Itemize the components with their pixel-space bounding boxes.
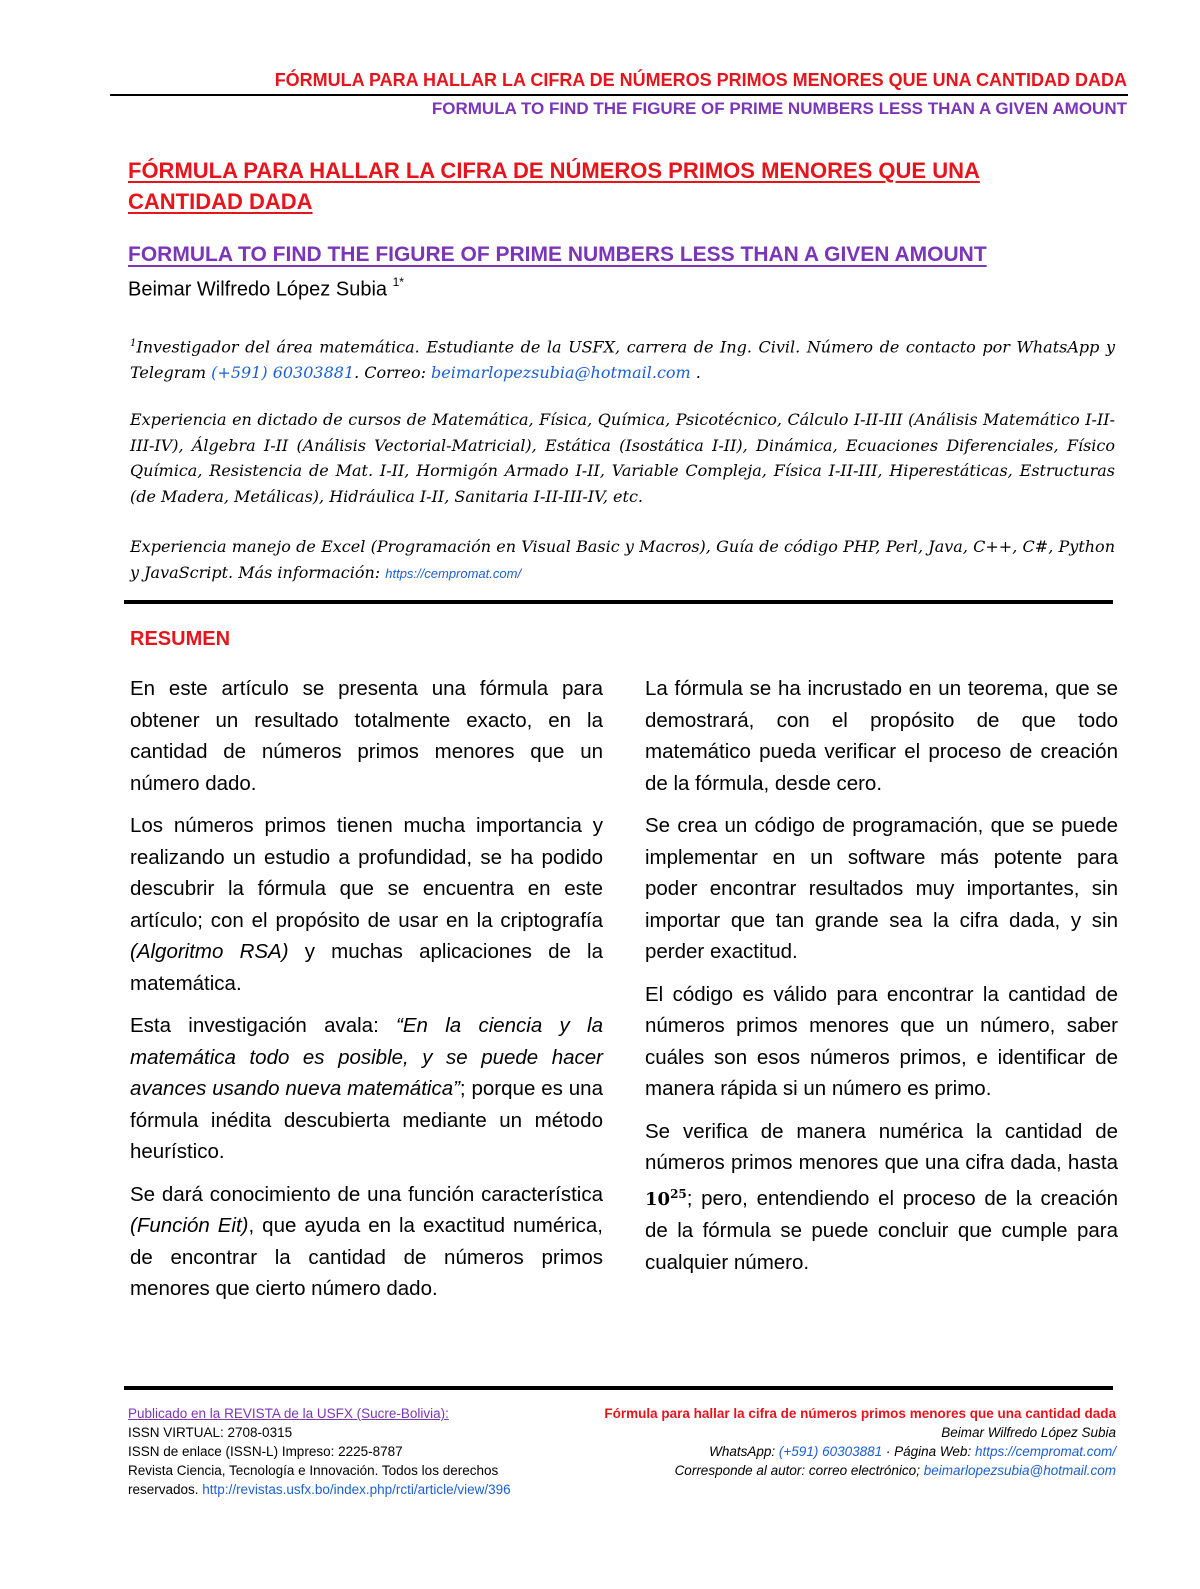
author-line [128, 277, 404, 302]
footer-email-line [596, 1461, 1116, 1480]
affiliation-text: Investigador del área matemática. Estudiante de la USFX, carrera de Ing. Civil. Número de contacto por WhatsApp y Telegram [130, 337, 1115, 382]
rsa-reference: (Algoritmo RSA) [130, 940, 289, 963]
text-run: ; pero, entendiendo el proceso de la creación de la fórmula se puede concluir que cumple para cualquier número. [645, 1186, 1118, 1274]
power-exponent: 25 [670, 1186, 687, 1201]
abstract-left-column [130, 673, 603, 1316]
footer-rule [124, 1386, 1113, 1390]
text-run: Esta investigación avala: [130, 1014, 397, 1037]
resumen-heading: RESUMEN [130, 628, 231, 650]
footer-web-link[interactable]: https://cempromat.com/ [974, 1444, 1116, 1459]
paper-title-en: FORMULA TO FIND THE FIGURE OF PRIME NUMBERS LESS THAN A GIVEN AMOUNT [128, 243, 987, 266]
rights-text: Revista Ciencia, Tecnología e Innovación. Todos los derechos reservados. [128, 1463, 499, 1497]
rights-line [128, 1461, 568, 1499]
quote: “En la ciencia y la matemática todo es posible, y se puede hacer avances usando nueva matemática” [130, 1014, 603, 1100]
footer-email-link[interactable]: beimarlopezsubia@hotmail.com [923, 1463, 1116, 1478]
abstract-paragraph [645, 1116, 1118, 1279]
footer-author: Beimar Wilfredo López Subia [941, 1425, 1116, 1440]
footer-whatsapp-link[interactable]: (+591) 60303881 [778, 1444, 883, 1459]
web-label: · Página Web: [882, 1444, 975, 1459]
text-run: Se dará conocimiento de una función característica [130, 1182, 603, 1206]
author-name: Beimar Wilfredo López Subia [128, 278, 388, 301]
whatsapp-label: WhatsApp: [709, 1444, 779, 1459]
text-run: ; porque es una fórmula inédita descubierta mediante un método heurístico. [130, 1077, 603, 1163]
experience-excel-text: Experiencia manejo de Excel (Programación en Visual Basic y Macros), Guía de código PHP, Perl, Java, C++, C#, Python y JavaScript. Más información: [130, 537, 1115, 582]
header-divider [110, 94, 1128, 96]
website-link[interactable]: https://cempromat.com/ [385, 565, 522, 581]
footer-title: Fórmula para hallar la cifra de números primos menores que una cantidad dada [604, 1406, 1116, 1421]
author-mark: 1* [392, 275, 404, 289]
abstract-paragraph [130, 810, 603, 999]
paper-title-es [128, 155, 1088, 217]
abstract-paragraph [130, 1010, 603, 1168]
experience-excel [130, 534, 1115, 586]
abstract-right-column [645, 673, 1118, 1289]
abstract-paragraph [130, 1179, 603, 1305]
running-header-title-en: FORMULA TO FIND THE FIGURE OF PRIME NUMBERS LESS THAN A GIVEN AMOUNT [431, 99, 1127, 118]
experience-courses: Experiencia en dictado de cursos de Matemática, Física, Química, Psicotécnico, Cálculo I-II-III (Análisis Matemático I-II-III-IV), Álgebra I-II (Análisis Vectorial-Matricial), Estática (Isostática I-II), Dinámica, Ecuaciones Diferenciales, Físico Química, Resistencia de Mat. I-II, Hormigón Armado I-II, Variable Compleja, Física I-II-III, Hiperestáticas, Estructuras (de Madera, Metálicas), Hidráulica I-II, Sanitaria I-II-III-IV, etc. [130, 410, 1115, 506]
email-link[interactable]: beimarlopezsubia@hotmail.com [431, 362, 691, 382]
affiliation-end: . [690, 362, 701, 382]
article-url-link[interactable]: http://revistas.usfx.bo/index.php/rcti/article/view/396 [202, 1482, 511, 1497]
affiliation-mark: 1 [130, 338, 137, 349]
abstract-paragraph: El código es válido para encontrar la cantidad de números primos menores que un número, saber cuáles son esos números primos, e identificar de manera rápida si un número es primo. [645, 982, 1118, 1100]
issn-l: ISSN de enlace (ISSN-L) Impreso: 2225-8787 [128, 1444, 403, 1459]
footer-left [128, 1404, 568, 1499]
abstract-paragraph: Se crea un código de programación, que se puede implementar en un software más potente para poder encontrar resultados muy importantes, sin importar que tan grande sea la cifra dada, y sin perder exactitud. [645, 814, 1118, 963]
published-in: Publicado en la REVISTA de la USFX (Sucre-Bolivia): [128, 1406, 449, 1421]
text-run: Los números primos tienen mucha importancia y realizando un estudio a profundidad, se ha podido descubrir la fórmula que se encuentra en este artículo; con el propósito de usar en la criptografía [130, 814, 603, 932]
phone-link[interactable]: (+591) 60303881 [211, 362, 355, 382]
abstract-top-rule [124, 600, 1113, 604]
paper-title-es-line1: FÓRMULA PARA HALLAR LA CIFRA DE NÚMEROS PRIMOS MENORES QUE UNA [128, 158, 980, 183]
footer-contact [596, 1442, 1116, 1461]
power-of-ten [645, 1186, 687, 1210]
email-label: Corresponde al autor: correo electrónico; [674, 1463, 924, 1478]
affiliation [130, 331, 1115, 385]
footer-right [596, 1404, 1116, 1480]
abstract-paragraph: La fórmula se ha incrustado en un teorema, que se demostrará, con el propósito de que todo matemático pueda verificar el proceso de creación de la fórmula, desde cero. [645, 677, 1118, 795]
function-eit: (Función Eit) [130, 1214, 249, 1237]
paper-title-es-line2: CANTIDAD DADA [128, 189, 313, 214]
text-run: Se verifica de manera numérica la cantidad de números primos menores que una cifra dada, hasta [645, 1119, 1118, 1174]
power-base: 10 [645, 1188, 671, 1210]
abstract-paragraph: En este artículo se presenta una fórmula para obtener un resultado totalmente exacto, en la cantidad de números primos menores que un número dado. [130, 677, 603, 795]
text-run: y muchas aplicaciones de la matemática. [130, 940, 603, 995]
text-run: , que ayuda en la exactitud numérica, de encontrar la cantidad de números primos menores que cierto número dado. [130, 1214, 603, 1300]
affiliation-mid: . Correo: [354, 362, 432, 382]
issn-virtual: ISSN VIRTUAL: 2708-0315 [128, 1425, 293, 1440]
running-header-title-es: FÓRMULA PARA HALLAR LA CIFRA DE NÚMEROS PRIMOS MENORES QUE UNA CANTIDAD DADA [274, 70, 1127, 90]
